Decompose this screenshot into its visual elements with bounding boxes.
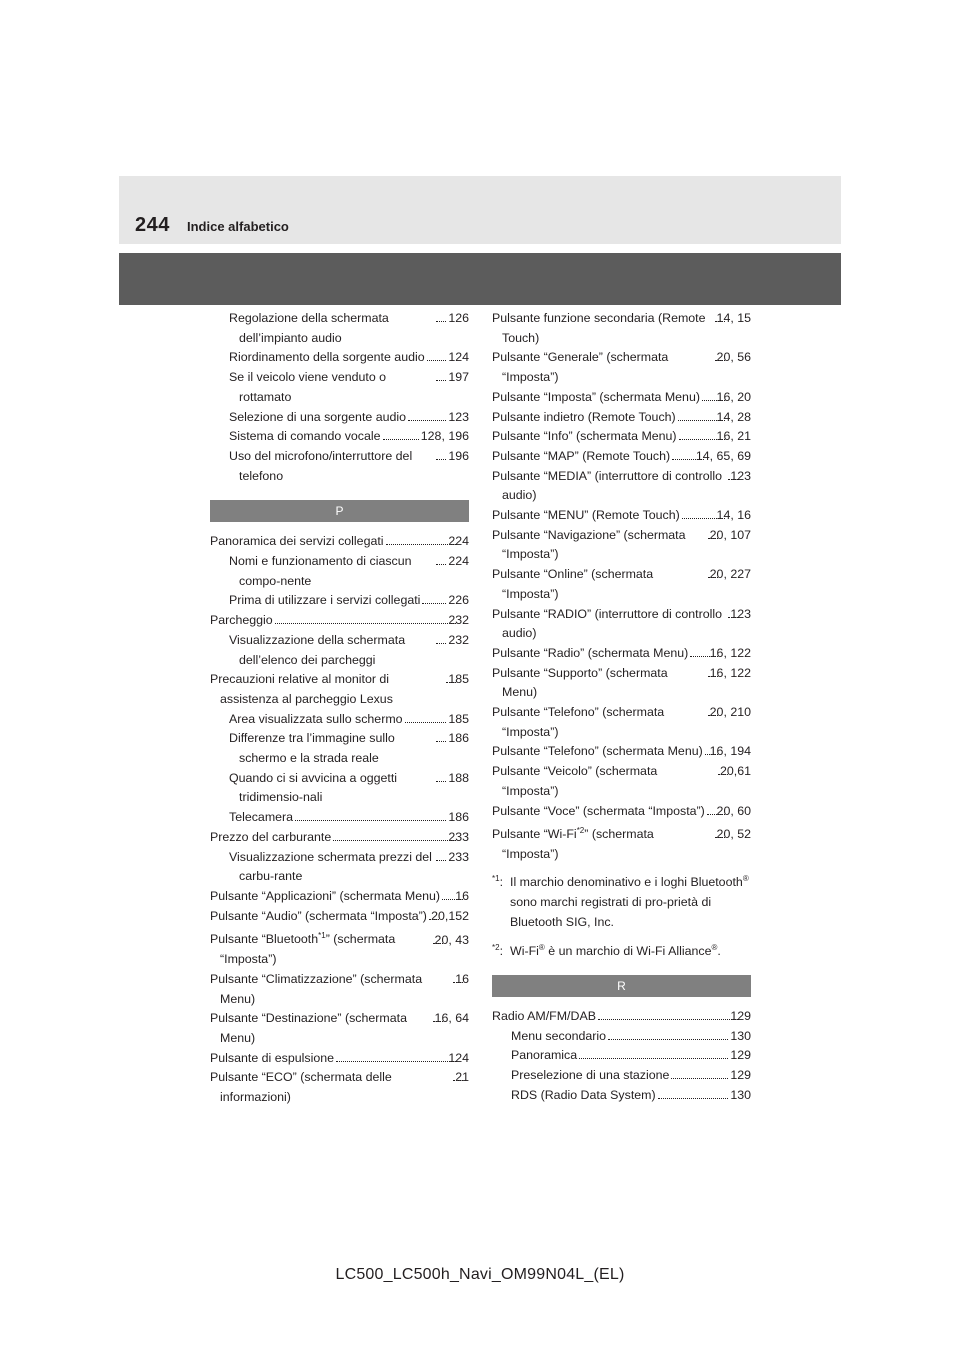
entry-text: Telecamera bbox=[229, 810, 294, 825]
entry-text: Radio AM/FM/DAB bbox=[492, 1009, 596, 1024]
index-entry bbox=[210, 1049, 469, 1069]
dot-leader bbox=[436, 458, 446, 460]
entry-page: 14, 16 bbox=[716, 508, 751, 523]
entry-text: Pulsante “ECO” (schermata delle informazioni) bbox=[210, 1070, 392, 1105]
dot-leader bbox=[275, 622, 457, 624]
dot-leader bbox=[295, 819, 446, 821]
entry-page: 224 bbox=[448, 534, 469, 549]
index-entry bbox=[210, 1009, 469, 1048]
entry-text: Pulsante indietro (Remote Touch) bbox=[492, 409, 676, 424]
entry-page: 126 bbox=[448, 311, 469, 325]
dot-leader bbox=[427, 359, 447, 361]
letter-band-r: R bbox=[492, 975, 751, 997]
index-entry bbox=[492, 762, 751, 801]
entry-page: 20, 60 bbox=[716, 803, 751, 818]
footnote bbox=[492, 869, 751, 932]
entry-text: Pulsante “MAP” (Remote Touch) bbox=[492, 448, 671, 463]
entry-page: 16, 122 bbox=[709, 665, 751, 680]
index-subentry bbox=[210, 447, 469, 486]
entry-text: Pulsante “Bluetooth$^{*1}$” (schermata “Imposta”) bbox=[210, 931, 396, 967]
index-entry bbox=[492, 526, 751, 565]
entry-text: Pulsante “Radio” (schermata Menu) bbox=[492, 645, 689, 660]
index-subentry bbox=[492, 1046, 751, 1066]
index-subentry bbox=[210, 710, 469, 730]
entry-page: 129 bbox=[730, 1009, 751, 1024]
index-entry bbox=[210, 532, 469, 552]
entry-text: Area visualizzata sullo schermo bbox=[229, 711, 403, 726]
entry-page: 20, 56 bbox=[716, 350, 751, 365]
entry-text: Riordinamento della sorgente audio bbox=[229, 350, 425, 365]
entry-text: Pulsante “Supporto” (schermata Menu) bbox=[492, 665, 668, 700]
entry-text: Pulsante “Voce” (schermata “Imposta”) bbox=[492, 803, 705, 818]
entry-page: 16 bbox=[455, 888, 469, 903]
index-entry bbox=[210, 887, 469, 907]
dot-leader bbox=[436, 740, 446, 742]
entry-page: 130 bbox=[730, 1028, 751, 1043]
entry-text: Menu secondario bbox=[511, 1028, 607, 1043]
entry-page: 20,61 bbox=[719, 764, 751, 779]
entry-page: 129 bbox=[730, 1068, 751, 1083]
entry-text: Prezzo del carburante bbox=[210, 829, 332, 844]
index-entry bbox=[492, 565, 751, 604]
entry-text: Pulsante “Imposta” (schermata Menu) bbox=[492, 389, 700, 404]
entry-text: Pulsante “Audio” (schermata “Imposta”) bbox=[210, 908, 427, 923]
entry-page: 233 bbox=[448, 829, 469, 844]
dot-leader bbox=[436, 859, 446, 861]
entry-text: Panoramica dei servizi collegati bbox=[210, 534, 384, 549]
entry-text: Se il veicolo viene venduto o rottamato bbox=[229, 370, 387, 404]
entry-text: RDS (Radio Data System) bbox=[511, 1087, 656, 1102]
entry-page: 124 bbox=[448, 1050, 469, 1065]
index-entry bbox=[492, 467, 751, 506]
entry-page: 123 bbox=[448, 409, 469, 424]
entry-page: 185 bbox=[448, 711, 469, 726]
index-subentry bbox=[210, 729, 469, 768]
entry-page: 232 bbox=[448, 632, 469, 647]
index-subentry bbox=[492, 1027, 751, 1047]
index-column-left bbox=[210, 309, 469, 1108]
index-entry bbox=[492, 506, 751, 526]
index-entry bbox=[492, 821, 751, 865]
entry-text: Pulsante “Destinazione” (schermata Menu) bbox=[210, 1011, 407, 1046]
footnote-text: Il marchio denominativo e i loghi Bluetooth® sono marchi registrati di pro-prietà di Bluetooth SIG, Inc. bbox=[510, 873, 749, 929]
dot-leader bbox=[436, 642, 446, 644]
index-entry bbox=[210, 926, 469, 970]
entry-page: 20, 43 bbox=[434, 932, 469, 947]
entry-page: 14, 28 bbox=[716, 409, 751, 424]
entry-text: Pulsante “Applicazioni” (schermata Menu) bbox=[210, 888, 441, 903]
header-dark-band bbox=[119, 253, 841, 305]
entry-page: 14, 15 bbox=[716, 311, 751, 325]
index-entry bbox=[492, 447, 751, 467]
page-header bbox=[119, 176, 841, 244]
dot-leader bbox=[608, 1038, 728, 1040]
dot-leader bbox=[598, 1018, 738, 1020]
index-column-right bbox=[492, 309, 751, 1106]
footnote bbox=[492, 938, 751, 961]
dot-leader bbox=[436, 780, 446, 782]
entry-page: 224 bbox=[448, 554, 469, 569]
footnote-mark: $^{*1}$: bbox=[492, 873, 504, 889]
index-entry bbox=[492, 408, 751, 428]
entry-page: 20,152 bbox=[431, 908, 469, 923]
entry-page: 16, 122 bbox=[709, 645, 751, 660]
entry-page: 186 bbox=[448, 810, 469, 825]
entry-page: 20, 227 bbox=[709, 567, 751, 582]
index-subentry bbox=[492, 1066, 751, 1086]
index-subentry bbox=[210, 808, 469, 828]
entry-text: Uso del microfono/interruttore del telefono bbox=[229, 448, 413, 483]
dot-leader bbox=[336, 1060, 456, 1062]
index-subentry bbox=[210, 552, 469, 591]
entry-page: 16, 64 bbox=[434, 1011, 469, 1026]
entry-text: Pulsante di espulsione bbox=[210, 1050, 334, 1065]
entry-text: Differenze tra l’immagine sullo schermo e la strada reale bbox=[229, 731, 395, 766]
entry-text: Pulsante “Generale” (schermata “Imposta”) bbox=[492, 350, 669, 385]
index-subentry bbox=[492, 1086, 751, 1106]
dot-leader bbox=[436, 320, 446, 322]
entry-text: Pulsante “Online” (schermata “Imposta”) bbox=[492, 567, 654, 601]
footnote-text: Wi-Fi® è un marchio di Wi-Fi Alliance®. bbox=[510, 942, 721, 959]
entry-page: 188 bbox=[448, 770, 469, 785]
footnote-mark: $^{*2}$: bbox=[492, 942, 504, 959]
page-number: 244 bbox=[135, 214, 170, 236]
entry-text: Regolazione della schermata dell’impianto audio bbox=[229, 311, 389, 345]
entry-page: 21 bbox=[455, 1070, 469, 1085]
entry-text: Pulsante funzione secondaria (Remote Touch) bbox=[492, 311, 706, 345]
entry-text: Prima di utilizzare i servizi collegati bbox=[229, 593, 421, 608]
entry-text: Pulsante “Wi-Fi$^{*2}$” (schermata “Imposta”) bbox=[492, 826, 654, 862]
entry-text: Pulsante “Telefono” (schermata Menu) bbox=[492, 744, 703, 759]
entry-text: Sistema di comando vocale bbox=[229, 429, 381, 444]
entry-text: Pulsante “Climatizzazione” (schermata Menu) bbox=[210, 971, 423, 1006]
dot-leader bbox=[333, 839, 456, 841]
index-subentry bbox=[210, 591, 469, 611]
entry-page: 20, 210 bbox=[709, 705, 751, 720]
entry-text: Selezione di una sorgente audio bbox=[229, 409, 407, 424]
entry-page: 14, 65, 69 bbox=[695, 448, 751, 463]
entry-page: 197 bbox=[448, 370, 469, 385]
dot-leader bbox=[436, 563, 446, 565]
entry-page: 16 bbox=[455, 971, 469, 986]
entry-page: 196 bbox=[448, 448, 469, 463]
index-subentry bbox=[210, 769, 469, 808]
index-entry bbox=[492, 427, 751, 447]
entry-page: 123 bbox=[730, 606, 751, 621]
entry-text: Nomi e funzionamento di ciascun compo-nente bbox=[229, 554, 412, 588]
index-entry bbox=[492, 742, 751, 762]
dot-leader bbox=[671, 1077, 728, 1079]
index-subentry bbox=[210, 368, 469, 407]
index-subentry bbox=[210, 408, 469, 428]
index-entry bbox=[210, 670, 469, 709]
index-entry bbox=[492, 388, 751, 408]
entry-text: Pulsante “Navigazione” (schermata “Imposta”) bbox=[492, 527, 686, 562]
entry-page: 186 bbox=[448, 731, 469, 746]
entry-text: Panoramica bbox=[511, 1048, 578, 1063]
index-entry bbox=[492, 644, 751, 664]
index-entry bbox=[492, 309, 751, 348]
dot-leader bbox=[436, 379, 446, 381]
letter-band-p: P bbox=[210, 500, 469, 522]
entry-page: 16, 21 bbox=[716, 429, 751, 444]
entry-page: 128, 196 bbox=[420, 429, 469, 444]
index-entry bbox=[210, 907, 469, 927]
dot-leader bbox=[408, 419, 446, 421]
index-entry bbox=[492, 703, 751, 742]
entry-page: 232 bbox=[448, 613, 469, 628]
entry-text: Parcheggio bbox=[210, 613, 273, 628]
index-entry bbox=[210, 828, 469, 848]
index-entry bbox=[210, 611, 469, 631]
entry-text: Pulsante “MEDIA” (interruttore di controllo audio) bbox=[492, 468, 723, 503]
dot-leader bbox=[383, 438, 419, 440]
entry-page: 233 bbox=[448, 849, 469, 864]
index-entry bbox=[492, 605, 751, 644]
index-subentry bbox=[210, 427, 469, 447]
index-subentry bbox=[210, 309, 469, 348]
entry-page: 185 bbox=[448, 672, 469, 687]
index-entry bbox=[492, 802, 751, 822]
entry-text: Pulsante “Info” (schermata Menu) bbox=[492, 429, 677, 444]
entry-page: 20, 107 bbox=[709, 527, 751, 542]
dot-leader bbox=[386, 543, 457, 545]
entry-page: 123 bbox=[730, 468, 751, 483]
entry-text: Pulsante “MENU” (Remote Touch) bbox=[492, 508, 680, 523]
index-entry bbox=[492, 1007, 751, 1027]
entry-text: Visualizzazione della schermata dell’elenco dei parcheggi bbox=[229, 632, 406, 667]
entry-page: 20, 52 bbox=[716, 827, 751, 842]
entry-text: Preselezione di una stazione bbox=[511, 1068, 670, 1083]
index-subentry bbox=[210, 631, 469, 670]
entry-page: 124 bbox=[448, 350, 469, 365]
entry-text: Pulsante “RADIO” (interruttore di controllo audio) bbox=[492, 606, 723, 641]
entry-page: 226 bbox=[448, 593, 469, 608]
entry-text: Visualizzazione schermata prezzi del carbu-rante bbox=[229, 849, 432, 884]
dot-leader bbox=[422, 602, 446, 604]
entry-page: 16, 20 bbox=[716, 389, 751, 404]
dot-leader bbox=[579, 1057, 728, 1059]
entry-text: Pulsante “Veicolo” (schermata “Imposta”) bbox=[492, 764, 658, 798]
document-code: LC500_LC500h_Navi_OM99N04L_(EL) bbox=[335, 1266, 625, 1283]
entry-text: Pulsante “Telefono” (schermata “Imposta”) bbox=[492, 705, 665, 739]
entry-page: 129 bbox=[730, 1048, 751, 1063]
entry-page: 130 bbox=[730, 1087, 751, 1102]
entry-page: 16, 194 bbox=[709, 744, 751, 759]
section-title: Indice alfabetico bbox=[187, 219, 289, 234]
index-entry bbox=[492, 348, 751, 387]
index-entry bbox=[210, 970, 469, 1009]
dot-leader bbox=[658, 1097, 729, 1099]
index-subentry bbox=[210, 848, 469, 887]
index-subentry bbox=[210, 348, 469, 368]
entry-text: Quando ci si avvicina a oggetti tridimensio-nali bbox=[229, 770, 398, 805]
index-entry bbox=[210, 1068, 469, 1107]
dot-leader bbox=[405, 721, 447, 723]
entry-text: Precauzioni relative al monitor di assistenza al parcheggio Lexus bbox=[210, 672, 393, 706]
index-entry bbox=[492, 664, 751, 703]
footnotes bbox=[492, 869, 751, 961]
